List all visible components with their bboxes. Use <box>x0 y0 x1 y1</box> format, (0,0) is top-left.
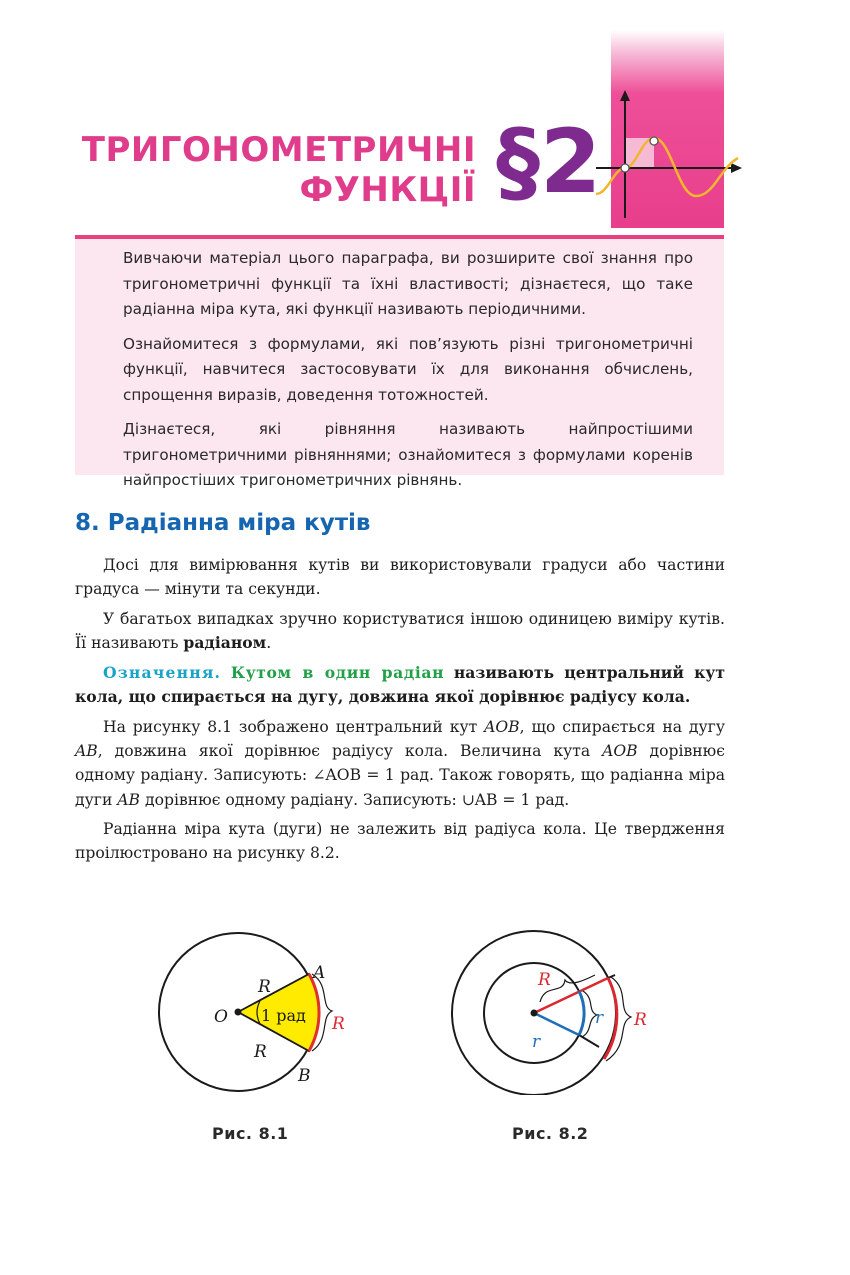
intro-paragraph: Ознайомитеся з формулами, які пов’язують різні тригонометричні функції, навчитеся застосовувати їх для виконання обчислень, спрощення виразів, доведення тотожностей. <box>123 334 693 404</box>
caption-figure-8-1: Рис. 8.1 <box>212 1124 289 1143</box>
intro-box <box>75 239 724 489</box>
definition-term: Кутом в один радіан <box>230 663 445 683</box>
label-r-top: R <box>258 977 271 997</box>
label-r-big-arc: R <box>634 1010 647 1030</box>
chapter-title-line2: ФУНКЦІЇ <box>299 170 476 210</box>
term-radian: радіаном <box>183 632 267 652</box>
definition-label: Означення. <box>103 663 222 683</box>
chapter-title-line1: ТРИГОНОМЕТРИЧНІ <box>81 130 476 170</box>
label-b: B <box>298 1066 311 1086</box>
label-r-big: R <box>538 970 551 990</box>
paragraph-2: У багатьох випадках зручно користуватися іншою одиницею виміру кутів. Її називають радіаном. <box>75 609 725 652</box>
definition-text: називають центральний кут кола, що спирається на дугу, довжина якої дорівнює радіусу кола. <box>75 663 726 707</box>
label-r-small-arc: r <box>595 1008 604 1028</box>
angle-label: 1 рад <box>261 1006 306 1025</box>
caption-figure-8-2: Рис. 8.2 <box>512 1124 589 1143</box>
section-title: 8. Радіанна міра кутів <box>75 510 371 536</box>
figure-8-1 <box>150 925 360 1095</box>
body-text <box>75 553 725 871</box>
intro-paragraph: Дізнаєтеся, які рівняння називають найпростішими тригонометричними рівняннями; ознайомитеся з формулами коренів найпростіших тригонометричних рівнянь. <box>123 420 693 489</box>
paragraph-4: На рисунку 8.1 зображено центральний кут AOB, що спирається на дугу AB, довжина якої дорівнює радіусу кола. Величина кута AOB дорівнює одному радіану. Записують: ∠AOB = 1 рад. Також говорять, що радіанна міра дуги AB дорівнює одному радіану. Записують: ∪AB = 1 рад. <box>75 717 725 809</box>
intro-paragraph: Вивчаючи матеріал цього параграфа, ви розширите свої знання про тригонометричні функції та їхні властивості; дізнаєтеся, що таке радіанна міра кута, які функції називають періодичними. <box>123 249 693 318</box>
definition <box>75 661 725 710</box>
chapter-title <box>82 130 476 210</box>
figure-8-2 <box>445 925 665 1095</box>
formula-angle: ∠AOB = 1 рад <box>312 766 429 785</box>
label-r-arc: R <box>332 1014 345 1034</box>
label-r-small: r <box>532 1032 541 1052</box>
paragraph-5: Радіанна міра кута (дуги) не залежить від радіуса кола. Це твердження проілюстровано на рисунку 8.2. <box>75 819 725 863</box>
paragraph-1: Досі для вимірювання кутів ви використовували градуси або частини градуса — мінути та секунди. <box>75 556 725 599</box>
formula-arc: ∪AB = 1 рад <box>461 790 565 809</box>
label-r-bottom: R <box>254 1042 267 1062</box>
label-o: O <box>214 1007 228 1027</box>
section-number: §2 <box>496 110 602 213</box>
sine-graph-icon <box>596 88 744 228</box>
label-a: A <box>313 963 326 983</box>
